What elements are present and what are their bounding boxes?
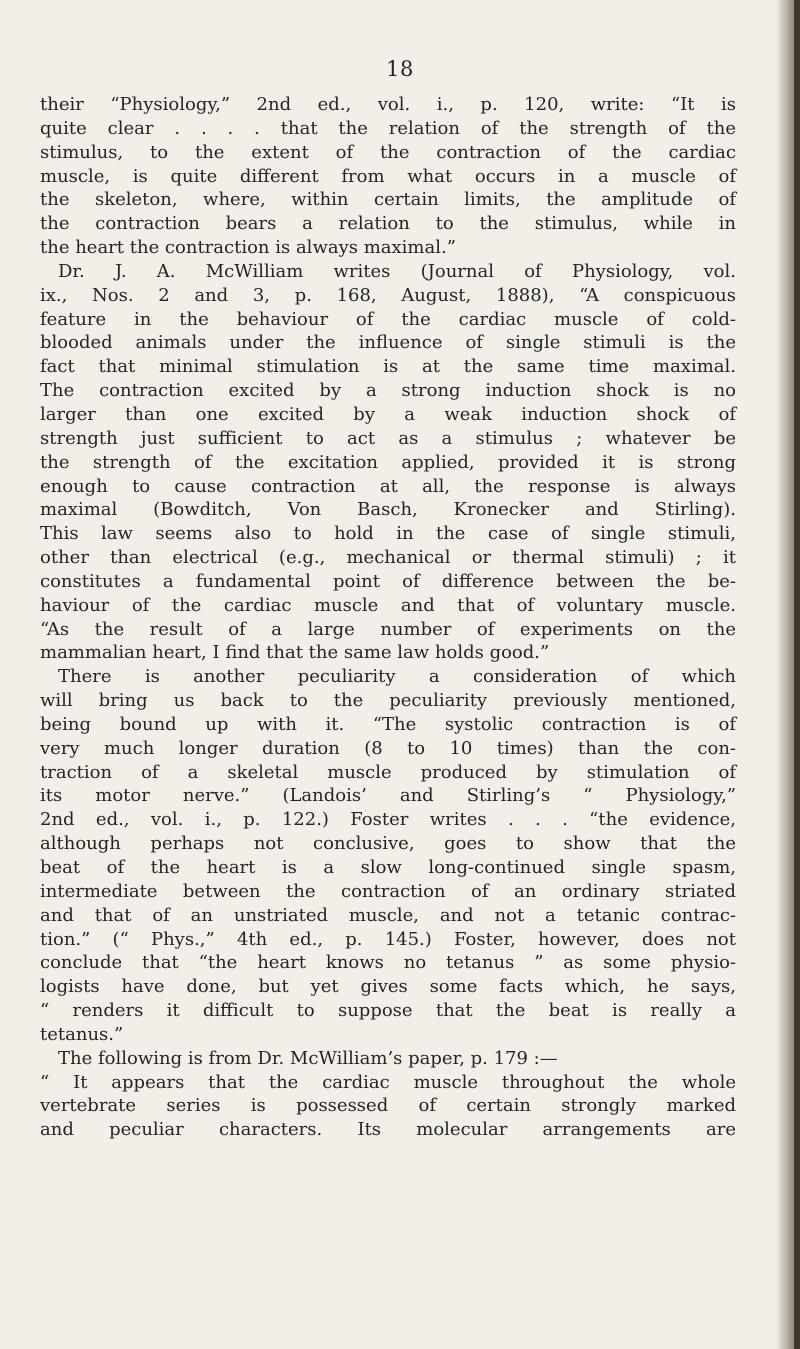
text-line: the strength of the excitation applied, provided it is strong — [40, 451, 736, 473]
text-line: vertebrate series is possessed of certain strongly marked — [40, 1095, 736, 1117]
text-line: beat of the heart is a slow long-continued single spasm, — [40, 857, 736, 878]
text-line: larger than one excited by a weak induction shock of — [40, 403, 736, 425]
text-line: Dr. J. A. McWilliam writes (Journal of Physiology, vol. — [58, 260, 736, 282]
text-line: There is another peculiarity a consideration of which — [58, 666, 736, 688]
text-line: traction of a skeletal muscle produced by stimulation of — [40, 761, 736, 783]
text-line: haviour of the cardiac muscle and that of voluntary muscle. — [40, 594, 736, 616]
text-line: logists have done, but yet gives some facts which, he says, — [40, 976, 736, 998]
text-line: will bring us back to the peculiarity previously mentioned, — [40, 690, 736, 712]
text-line: intermediate between the contraction of an ordinary striated — [40, 880, 736, 902]
text-line: enough to cause contraction at all, the response is always — [40, 475, 736, 497]
page-number: 18 — [386, 57, 414, 81]
text-line: the contraction bears a relation to the stimulus, while in — [40, 213, 736, 235]
text-line: conclude that “the heart knows no tetanus ” as some physio- — [40, 952, 736, 974]
text-line: the skeleton, where, within certain limits, the amplitude of — [40, 189, 736, 211]
text-line: “ renders it difficult to suppose that the beat is really a — [40, 1000, 736, 1022]
text-line: tetanus.” — [40, 1023, 124, 1045]
text-line: stimulus, to the extent of the contraction of the cardiac — [40, 141, 736, 163]
text-line: and that of an unstriated muscle, and not a tetanic contrac- — [40, 904, 736, 926]
text-line: being bound up with it. “The systolic contraction is of — [40, 713, 736, 735]
page-edge-binding — [794, 0, 800, 1349]
text-line: constitutes a fundamental point of difference between the be- — [40, 570, 736, 592]
text-line: “As the result of a large number of experiments on the — [40, 618, 736, 640]
text-line: their “Physiology,” 2nd ed., vol. i., p. 120, write: “It is — [40, 94, 736, 115]
text-line: other than electrical (e.g., mechanical or thermal stimuli) ; it — [40, 547, 736, 569]
text-line: although perhaps not conclusive, goes to show that the — [40, 833, 736, 855]
text-line: very much longer duration (8 to 10 times) than the con- — [40, 737, 736, 759]
text-line: its motor nerve.” (Landois’ and Stirling’s “ Physiology,” — [40, 785, 736, 807]
text-line: and peculiar characters. Its molecular arrangements are — [40, 1119, 736, 1141]
text-line: “ It appears that the cardiac muscle throughout the whole — [40, 1071, 736, 1093]
text-line: mammalian heart, I find that the same law holds good.” — [40, 642, 550, 664]
body-text — [40, 93, 736, 1142]
text-line: This law seems also to hold in the case of single stimuli, — [40, 523, 736, 545]
text-line: quite clear . . . . that the relation of the strength of the — [40, 117, 736, 139]
text-line: tion.” (“ Phys.,” 4th ed., p. 145.) Foster, however, does not — [40, 928, 736, 950]
text-line: maximal (Bowditch, Von Basch, Kronecker and Stirling). — [40, 499, 736, 521]
text-line: fact that minimal stimulation is at the same time maximal. — [40, 356, 736, 378]
text-line: strength just sufficient to act as a stimulus ; whatever be — [40, 427, 736, 449]
text-line: muscle, is quite different from what occurs in a muscle of — [40, 165, 736, 187]
text-line: blooded animals under the influence of single stimuli is the — [40, 332, 736, 354]
text-line: the heart the contraction is always maximal.” — [40, 237, 456, 259]
text-line: The following is from Dr. McWilliam’s paper, p. 179 :— — [58, 1047, 558, 1069]
text-line: 2nd ed., vol. i., p. 122.) Foster writes . . . “the evidence, — [40, 809, 736, 831]
text-line: feature in the behaviour of the cardiac muscle of cold- — [40, 308, 736, 330]
text-line: The contraction excited by a strong induction shock is no — [40, 380, 736, 402]
text-line: ix., Nos. 2 and 3, p. 168, August, 1888), “A conspicuous — [40, 284, 736, 306]
